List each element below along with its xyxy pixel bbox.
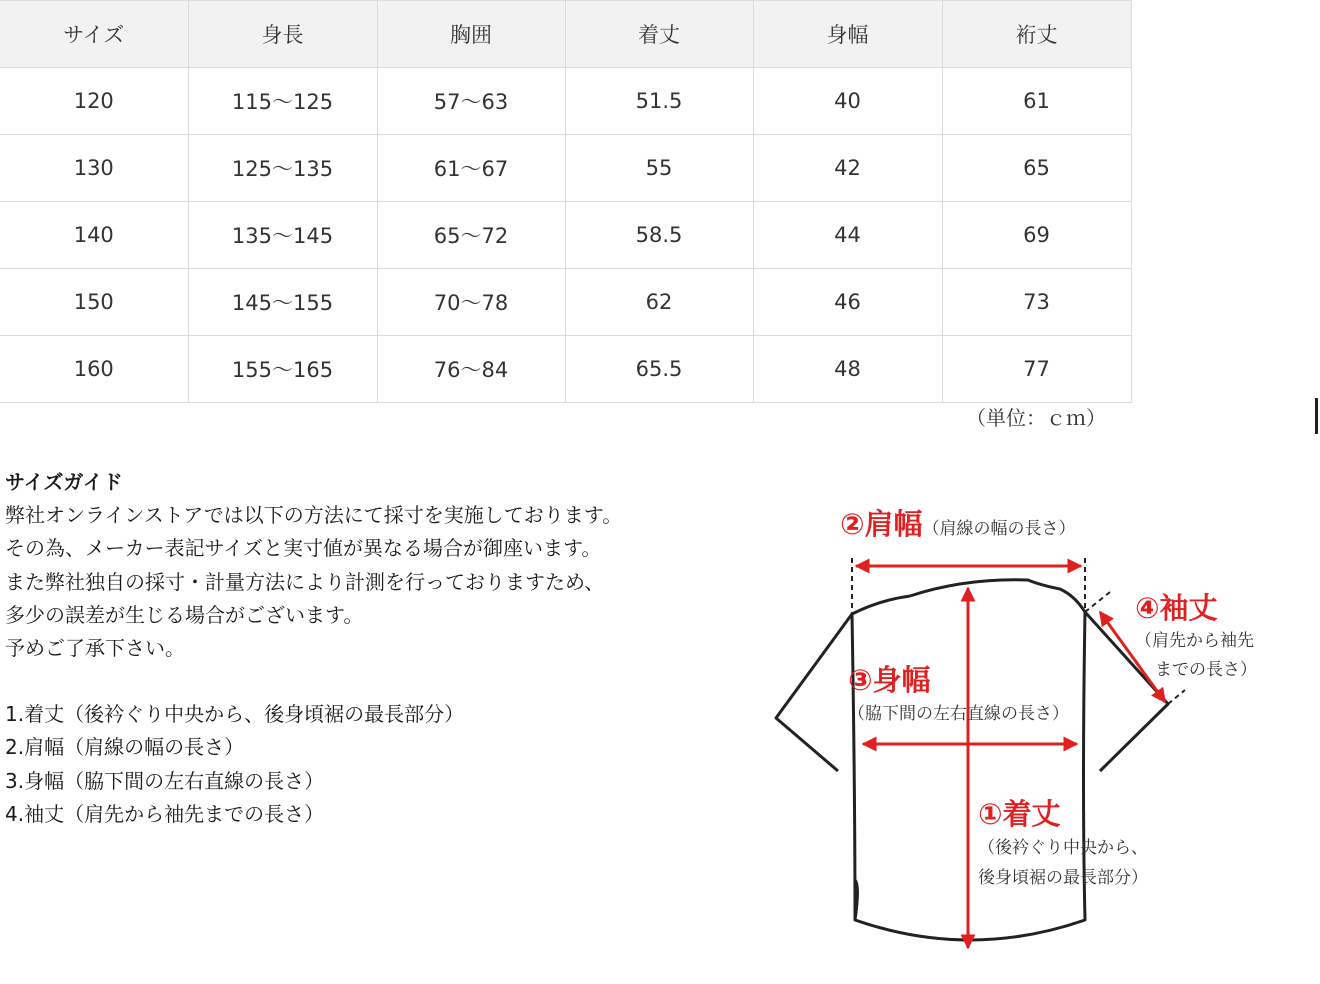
table-cell: 140 [0, 202, 188, 269]
guide-item-body-width: 3.身幅（脇下間の左右直線の長さ） [5, 768, 325, 793]
table-cell: 69 [942, 202, 1131, 269]
table-cell: 130 [0, 135, 188, 202]
spacer [5, 665, 705, 698]
header-sleeve-length: 裄丈 [942, 1, 1131, 68]
guide-line: また弊社独自の採寸・計量方法により計測を行っておりますため、 [5, 569, 605, 594]
edge-divider [1315, 398, 1318, 434]
length-label [978, 792, 1148, 893]
sleeve-length-desc: までの長さ） [1155, 660, 1257, 680]
table-cell: 73 [942, 269, 1131, 336]
sleeve-length-label [1135, 586, 1257, 685]
table-cell: 42 [753, 135, 942, 202]
table-cell: 55 [565, 135, 753, 202]
table-cell: 44 [753, 202, 942, 269]
table-row [0, 68, 1131, 135]
table-cell: 77 [942, 336, 1131, 403]
guide-item-shoulder: 2.肩幅（肩線の幅の長さ） [5, 735, 245, 760]
table-row [0, 202, 1131, 269]
table-cell: 62 [565, 269, 753, 336]
guide-line: 多少の誤差が生じる場合がございます。 [5, 602, 364, 627]
length-desc: 後身頃裾の最長部分） [978, 868, 1148, 888]
table-cell: 150 [0, 269, 188, 336]
table-row [0, 336, 1131, 403]
length-desc: （後衿ぐり中央から、 [978, 838, 1148, 858]
header-chest: 胸囲 [377, 1, 565, 68]
table-cell: 58.5 [565, 202, 753, 269]
table-cell: 61～67 [377, 135, 565, 202]
body-width-label [848, 658, 1069, 724]
guide-line: 弊社オンラインストアでは以下の方法にて採寸を実施しております。 [5, 503, 623, 528]
table-cell: 61 [942, 68, 1131, 135]
shoulder-width-title: ②肩幅 [840, 507, 923, 541]
table-cell: 125～135 [188, 135, 377, 202]
header-body-width: 身幅 [753, 1, 942, 68]
table-cell: 160 [0, 336, 188, 403]
table-cell: 135～145 [188, 202, 377, 269]
table-cell: 48 [753, 336, 942, 403]
table-cell: 155～165 [188, 336, 377, 403]
body-width-desc: （脇下間の左右直線の長さ） [848, 704, 1069, 724]
shoulder-width-label [840, 502, 1076, 543]
sleeve-length-title: ④袖丈 [1135, 591, 1218, 625]
header-length: 着丈 [565, 1, 753, 68]
guide-title: サイズガイド [5, 470, 123, 494]
header-size: サイズ [0, 1, 188, 68]
table-cell: 40 [753, 68, 942, 135]
body-width-title: ③身幅 [848, 663, 931, 697]
guide-item-sleeve: 4.袖丈（肩先から袖先までの長さ） [5, 801, 325, 826]
size-guide [5, 466, 705, 831]
guide-line: 予めご了承下さい。 [5, 636, 185, 661]
table-cell: 65 [942, 135, 1131, 202]
header-height: 身長 [188, 1, 377, 68]
guide-line: その為、メーカー表記サイズと実寸値が異なる場合が御座います。 [5, 536, 602, 561]
sleeve-length-desc: （肩先から袖先 [1135, 631, 1254, 651]
unit-note: （単位：ｃｍ） [966, 406, 1106, 430]
table-cell: 65.5 [565, 336, 753, 403]
table-cell: 76～84 [377, 336, 565, 403]
table-row [0, 135, 1131, 202]
table-cell: 65～72 [377, 202, 565, 269]
size-table [0, 0, 1132, 403]
guide-item-length: 1.着丈（後衿ぐり中央から、後身頃裾の最長部分） [5, 702, 465, 727]
table-cell: 145～155 [188, 269, 377, 336]
table-cell: 70～78 [377, 269, 565, 336]
table-cell: 57～63 [377, 68, 565, 135]
table-cell: 120 [0, 68, 188, 135]
table-row [0, 269, 1131, 336]
table-cell: 46 [753, 269, 942, 336]
table-cell: 51.5 [565, 68, 753, 135]
table-header-row [0, 1, 1131, 68]
length-title: ①着丈 [978, 797, 1061, 831]
table-cell: 115～125 [188, 68, 377, 135]
measurement-diagram [760, 490, 1280, 960]
shoulder-width-desc: （肩線の幅の長さ） [922, 519, 1076, 539]
